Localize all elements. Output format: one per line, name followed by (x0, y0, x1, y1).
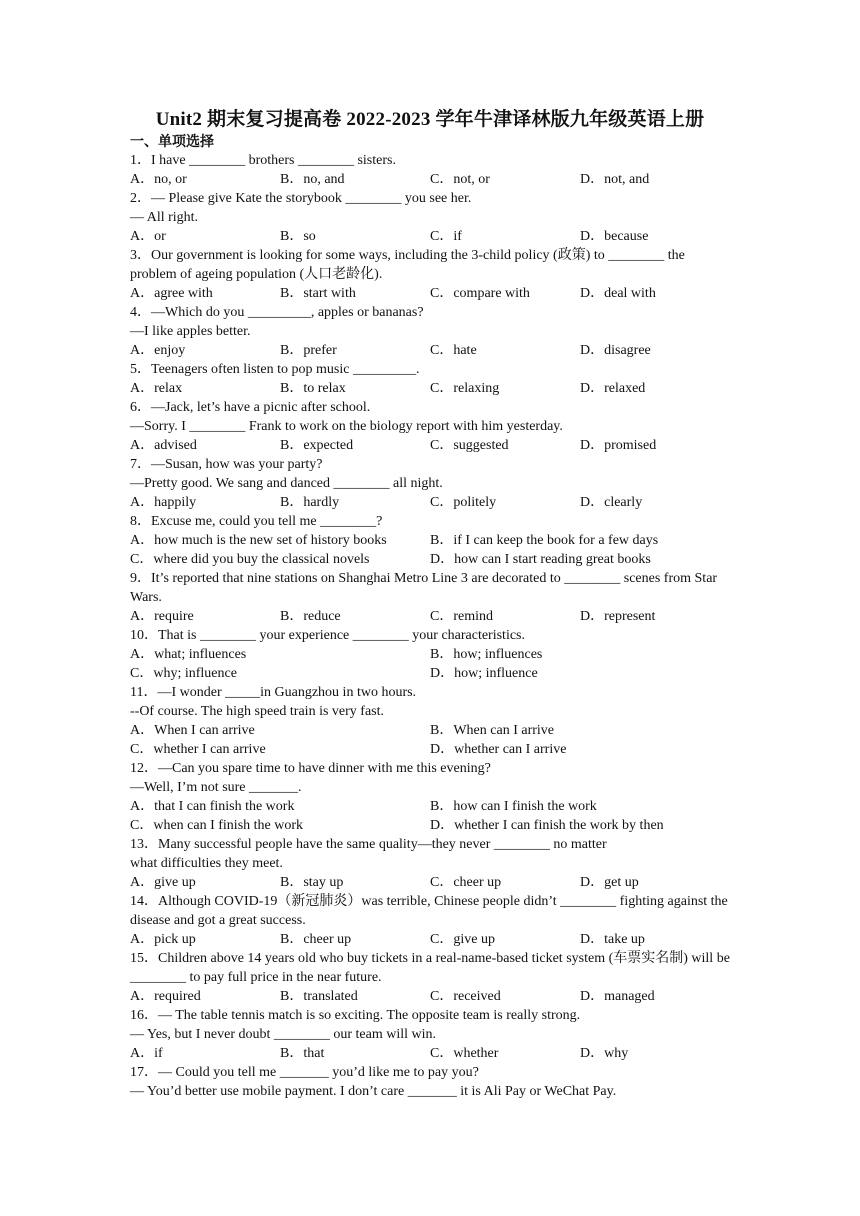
question-13 (130, 835, 734, 892)
answer-option: A．happily (130, 495, 197, 510)
answer-option: A．When I can arrive (130, 723, 255, 738)
question-text: 16．— The table tennis match is so exciting. The opposite team is really strong. (130, 1008, 581, 1023)
answer-option: A．how much is the new set of history books (130, 533, 387, 548)
answer-option: D．clearly (580, 495, 643, 510)
options-row (130, 873, 734, 892)
answer-option: D．because (580, 229, 649, 244)
question-15 (130, 949, 734, 1006)
answer-option: C．where did you buy the classical novels (130, 552, 370, 567)
answer-option: B．translated (280, 989, 358, 1004)
answer-option: D．managed (580, 989, 655, 1004)
answer-option: B．expected (280, 438, 354, 453)
answer-option: A．enjoy (130, 343, 186, 358)
options-row (130, 341, 734, 360)
options-row (130, 816, 734, 835)
question-text: 4．—Which do you _________, apples or bananas? (130, 305, 424, 320)
answer-option: C．whether I can arrive (130, 742, 266, 757)
answer-option: B．that (280, 1046, 325, 1061)
answer-option: C．when can I finish the work (130, 818, 304, 833)
answer-option: C．hate (430, 343, 477, 358)
answer-option: A．that I can finish the work (130, 799, 295, 814)
question-1 (130, 151, 734, 189)
answer-option: C．if (430, 229, 462, 244)
answer-option: A．require (130, 609, 194, 624)
question-text: 7．—Susan, how was your party? (130, 457, 323, 472)
question-text: 14．Although COVID-19（新冠肺炎）was terrible, Chinese people didn’t ________ fighting against the disease and got a great success. (130, 894, 728, 928)
answer-option: A．or (130, 229, 166, 244)
answer-option: D．whether I can finish the work by then (430, 818, 664, 833)
options-row (130, 721, 734, 740)
question-8 (130, 512, 734, 569)
answer-option: C．not, or (430, 172, 490, 187)
options-row (130, 987, 734, 1006)
question-text: 12．—Can you spare time to have dinner with me this evening? (130, 761, 491, 776)
question-7 (130, 455, 734, 512)
question-text: 11．—I wonder _____in Guangzhou in two hours. (130, 685, 417, 700)
answer-option: B．start with (280, 286, 356, 301)
question-text: 6．—Jack, let’s have a picnic after school. (130, 400, 371, 415)
question-text: — Yes, but I never doubt ________ our team will win. (130, 1027, 437, 1042)
answer-option: B．When can I arrive (430, 723, 554, 738)
answer-option: D．relaxed (580, 381, 646, 396)
options-row (130, 170, 734, 189)
options-row (130, 284, 734, 303)
answer-option: C．relaxing (430, 381, 500, 396)
question-17 (130, 1063, 734, 1101)
question-text: — You’d better use mobile payment. I don’t care _______ it is Ali Pay or WeChat Pay. (130, 1084, 617, 1099)
options-row (130, 379, 734, 398)
answer-option: D．represent (580, 609, 656, 624)
answer-option: C．suggested (430, 438, 509, 453)
answer-option: D．whether can I arrive (430, 742, 567, 757)
options-row (130, 531, 734, 550)
answer-option: A．relax (130, 381, 183, 396)
answer-option: A．give up (130, 875, 196, 890)
question-text: --Of course. The high speed train is very fast. (130, 704, 384, 719)
question-text: 2．— Please give Kate the storybook ________ you see her. (130, 191, 472, 206)
section-heading: 一、单项选择 (130, 135, 214, 150)
answer-option: D．not, and (580, 172, 650, 187)
answer-option: D．disagree (580, 343, 651, 358)
question-16 (130, 1006, 734, 1063)
question-14 (130, 892, 734, 949)
question-6 (130, 398, 734, 455)
options-row (130, 436, 734, 455)
answer-option: C．give up (430, 932, 495, 947)
question-text: —Pretty good. We sang and danced ________ all night. (130, 476, 443, 491)
question-10 (130, 626, 734, 683)
answer-option: B．hardly (280, 495, 340, 510)
answer-option: C．remind (430, 609, 493, 624)
options-row (130, 930, 734, 949)
answer-option: B．how can I finish the work (430, 799, 597, 814)
answer-option: A．advised (130, 438, 197, 453)
question-text: 3．Our government is looking for some ways, including the 3-child policy (政策) to ________ the problem of ageing population (人口老龄化). (130, 248, 685, 282)
answer-option: A．agree with (130, 286, 213, 301)
question-text: 10．That is ________ your experience ________ your characteristics. (130, 628, 526, 643)
answer-option: B．so (280, 229, 316, 244)
answer-option: D．get up (580, 875, 639, 890)
question-text: 9．It’s reported that nine stations on Shanghai Metro Line 3 are decorated to ________ scenes from Star Wars. (130, 571, 718, 605)
answer-option: D．why (580, 1046, 629, 1061)
options-row (130, 227, 734, 246)
answer-option: B．no, and (280, 172, 345, 187)
answer-option: A．if (130, 1046, 163, 1061)
options-row (130, 493, 734, 512)
answer-option: C．compare with (430, 286, 530, 301)
answer-option: A．no, or (130, 172, 187, 187)
question-12 (130, 759, 734, 835)
options-row (130, 1044, 734, 1063)
question-text: —I like apples better. (130, 324, 251, 339)
question-3 (130, 246, 734, 303)
question-text: 8．Excuse me, could you tell me ________? (130, 514, 383, 529)
answer-option: B．prefer (280, 343, 337, 358)
options-row (130, 645, 734, 664)
question-text: 1．I have ________ brothers ________ sisters. (130, 153, 396, 168)
question-11 (130, 683, 734, 759)
options-row (130, 664, 734, 683)
answer-option: A．pick up (130, 932, 196, 947)
answer-option: B．stay up (280, 875, 344, 890)
question-text: —Well, I’m not sure _______. (130, 780, 302, 795)
answer-option: D．take up (580, 932, 645, 947)
question-text: — All right. (130, 210, 199, 225)
question-text: —Sorry. I ________ Frank to work on the biology report with him yesterday. (130, 419, 563, 434)
question-text: 17．— Could you tell me _______ you’d like me to pay you? (130, 1065, 479, 1080)
answer-option: B．if I can keep the book for a few days (430, 533, 659, 548)
options-row (130, 797, 734, 816)
question-9 (130, 569, 734, 626)
options-row (130, 550, 734, 569)
answer-option: B．to relax (280, 381, 346, 396)
answer-option: C．cheer up (430, 875, 502, 890)
page-title: Unit2 期末复习提高卷 2022-2023 学年牛津译林版九年级英语上册 (155, 109, 705, 130)
options-row (130, 740, 734, 759)
answer-option: D．deal with (580, 286, 656, 301)
answer-option: C．whether (430, 1046, 499, 1061)
answer-option: A．what; influences (130, 647, 247, 662)
options-row (130, 607, 734, 626)
question-text: 5．Teenagers often listen to pop music _________. (130, 362, 420, 377)
answer-option: D．how can I start reading great books (430, 552, 651, 567)
answer-option: C．received (430, 989, 501, 1004)
answer-option: B．how; influences (430, 647, 543, 662)
question-text: what difficulties they meet. (130, 856, 283, 871)
question-2 (130, 189, 734, 246)
answer-option: D．how; influence (430, 666, 538, 681)
answer-option: D．promised (580, 438, 657, 453)
answer-option: C．politely (430, 495, 497, 510)
question-4 (130, 303, 734, 360)
question-5 (130, 360, 734, 398)
answer-option: B．reduce (280, 609, 341, 624)
question-text: 15．Children above 14 years old who buy tickets in a real-name-based ticket system (车票实名制) will be ________ to pay full price in the near future. (130, 951, 730, 985)
question-text: 13．Many successful people have the same quality—they never ________ no matter (130, 837, 607, 852)
answer-option: B．cheer up (280, 932, 352, 947)
question-list (130, 151, 734, 1101)
answer-option: A．required (130, 989, 201, 1004)
answer-option: C．why; influence (130, 666, 237, 681)
